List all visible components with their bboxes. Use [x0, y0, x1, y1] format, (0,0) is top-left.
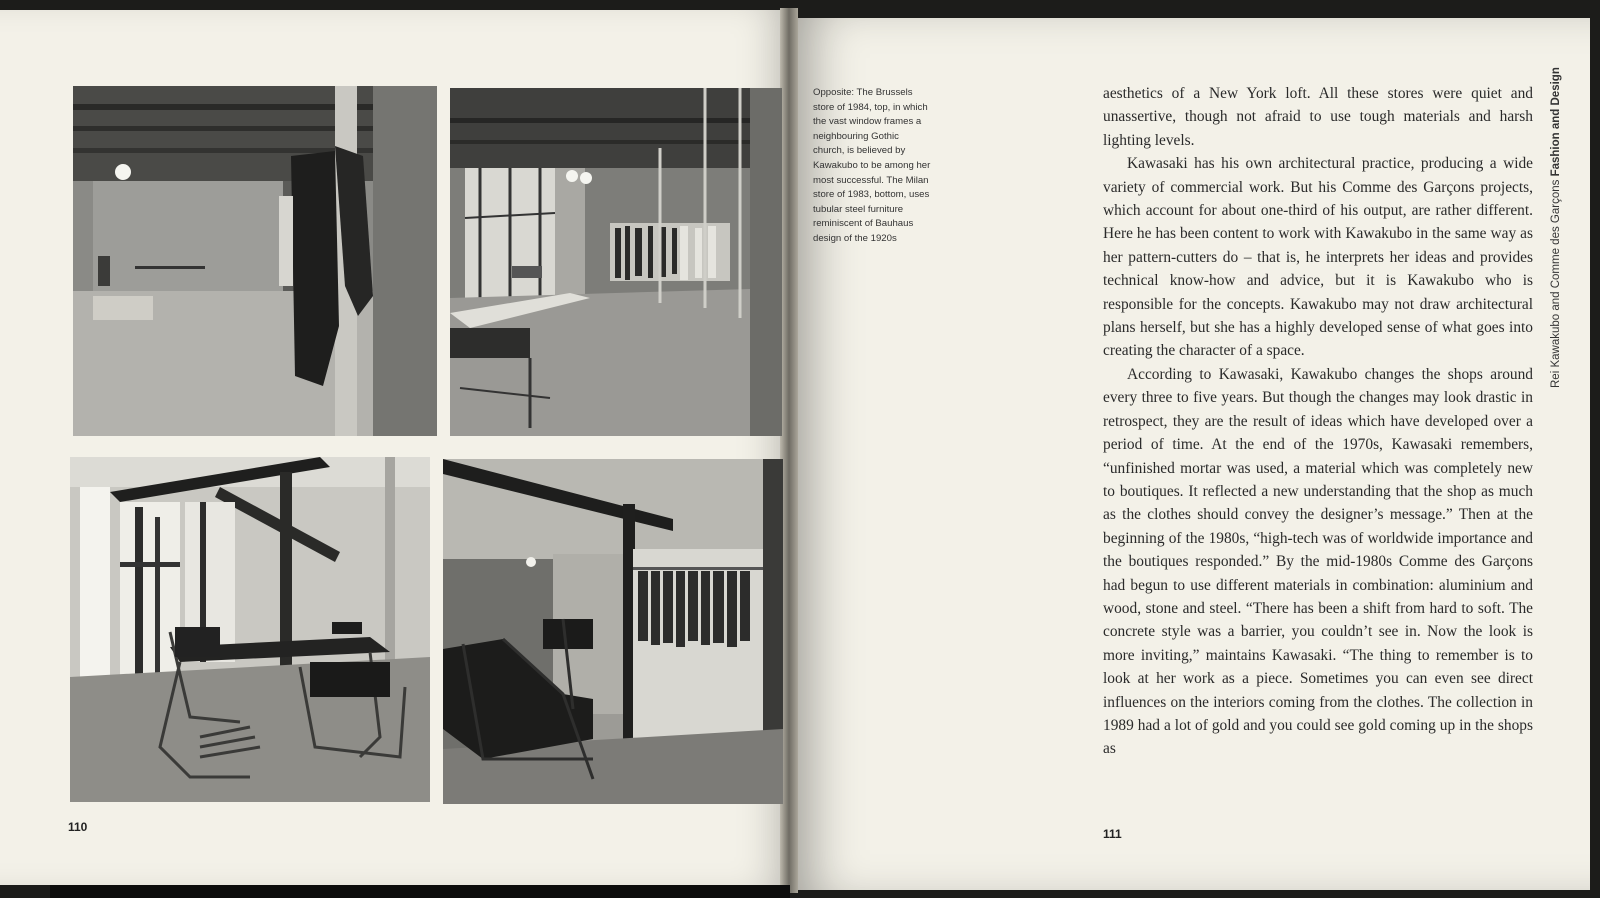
photo-brussels-store-left — [73, 86, 437, 436]
photo-brussels-store-right — [450, 88, 782, 436]
running-head — [1550, 67, 1562, 388]
running-head-section: Fashion and Design — [1550, 67, 1562, 177]
book-edge — [50, 885, 790, 898]
running-head-author: Rei Kawakubo and Comme des Garçons — [1550, 176, 1562, 388]
paragraph: Kawasaki has his own architectural practice, producing a wide variety of commercial work. But his Comme des Garçons projects, which account for about one-third of his output, are rather different. Here he has been content to work with Kawakubo in the same way as her pattern-cutters do – that is, he interprets her ideas and provides technical know-how and advice, but it is Kawakubo who is responsible for the concepts. Kawakubo may not draw architectural plans herself, but she has a highly developed sense of what goes into creating the character of a space. — [1103, 155, 1533, 360]
body-text — [1103, 82, 1533, 761]
photo-caption: Opposite: The Brussels store of 1984, top, in which the vast window frames a neighbouring Gothic church, is believed by Kawakubo to be among her most successful. The Milan store of 1983, bottom, uses tubular steel furniture reminiscent of Bauhaus design of the 1920s — [813, 87, 931, 244]
paragraph: According to Kawasaki, Kawakubo changes the shops around every three to five years. But though the changes may look drastic in retrospect, they are the result of ideas which have developed over a period of time. At the end of the 1970s, Kawasaki remembers, “unfinished mortar was used, a material which was completely new to boutiques. It reflected a new understanding that the shop as much as the clothes should convey the designer’s message.” Then at the beginning of the 1980s, “high-tech was of worldwide importance and the boutiques responded.” By the mid-1980s Comme des Garçons had begun to use different materials in combination: aluminium and wood, stone and steel. “There has been a shift from hard to soft. The concrete style was a barrier, you couldn’t see in. Now the look is more inviting,” maintains Kawasaki. “The thing to remember is to look at her work as a piece. Sometimes you can even see direct influences on the interiors coming from the clothes. The collection in 1989 had a lot of gold and you could see gold coming up in the shops as — [1103, 365, 1533, 758]
paragraph: aesthetics of a New York loft. All these stores were quiet and unassertive, though not afraid to use tough materials and harsh lighting levels. — [1103, 85, 1533, 149]
photo-milan-store-left — [70, 457, 430, 802]
photo-milan-store-right — [443, 459, 783, 804]
page-number-left: 110 — [68, 820, 88, 834]
page-number-right: 111 — [1103, 827, 1122, 841]
